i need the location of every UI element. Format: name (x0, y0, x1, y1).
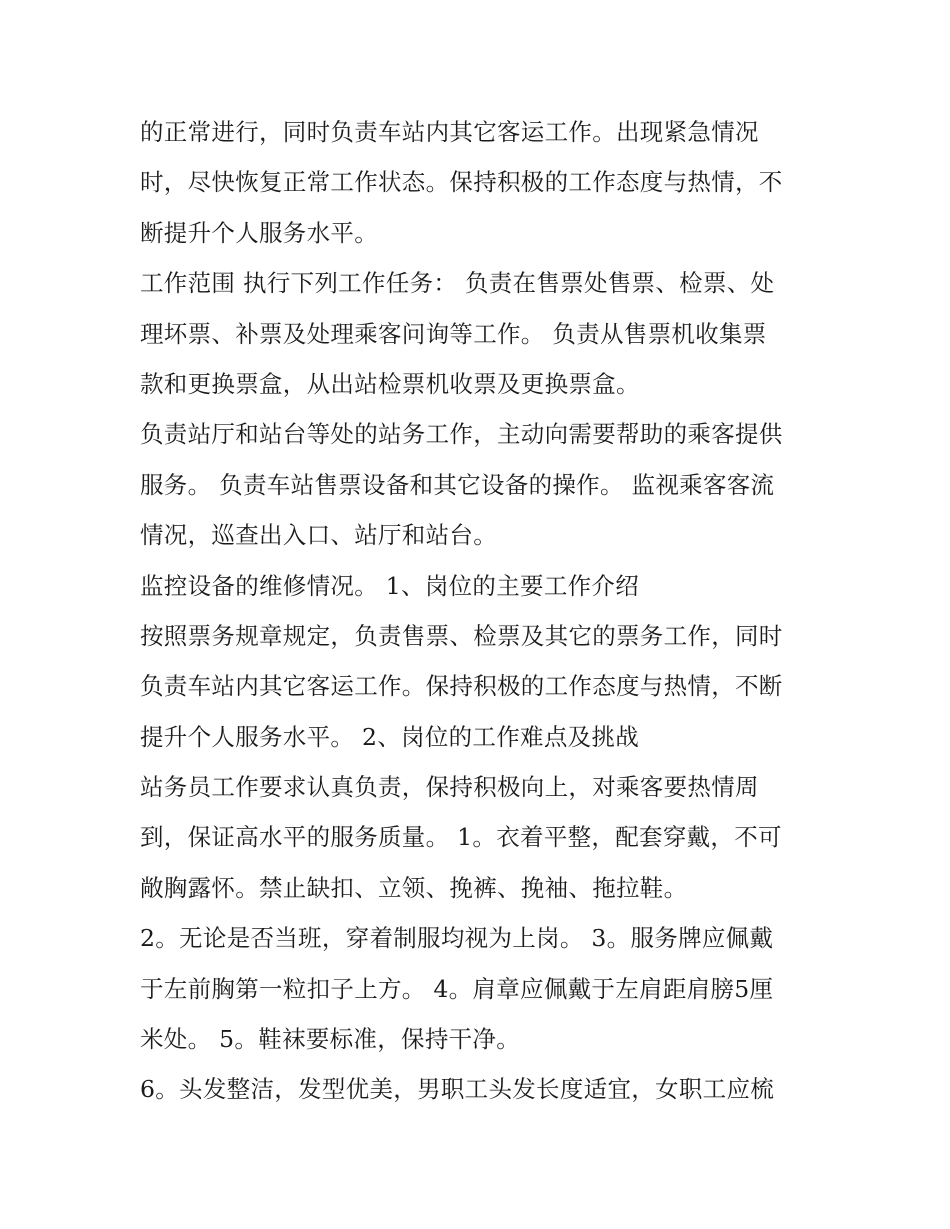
text-line: 款和更换票盒，从出站检票机收票及更换票盒。 (140, 369, 640, 398)
text-line: 站务员工作要求认真负责，保持积极向上，对乘客要热情周 (140, 773, 759, 802)
text-line: 情况，巡查出入口、站厅和站台。 (140, 521, 497, 550)
text-line: 于左前胸第一粒扣子上方。 4。肩章应佩戴于左肩距肩膀5厘 (140, 974, 774, 1003)
text-line: 敞胸露怀。禁止缺扣、立领、挽裤、挽袖、拖拉鞋。 (140, 873, 688, 902)
text-line: 断提升个人服务水平。 (140, 218, 378, 247)
text-line: 时，尽快恢复正常工作状态。保持积极的工作态度与热情，不 (140, 168, 783, 197)
text-line: 到，保证高水平的服务质量。 1。衣着平整，配套穿戴，不可 (140, 823, 782, 852)
text-line: 6。头发整洁，发型优美，男职工头发长度适宜，女职工应梳 (140, 1075, 775, 1104)
text-line: 服务。 负责车站售票设备和其它设备的操作。 监视乘客客流 (140, 470, 775, 499)
text-line: 监控设备的维修情况。 1、岗位的主要工作介绍 (140, 571, 640, 600)
text-line: 工作范围 执行下列工作任务： 负责在售票处售票、检票、处 (140, 269, 775, 298)
text-line: 负责站厅和站台等处的站务工作，主动向需要帮助的乘客提供 (140, 420, 783, 449)
text-line: 按照票务规章规定，负责售票、检票及其它的票务工作，同时 (140, 621, 783, 650)
document-body (140, 107, 820, 1115)
text-line: 理坏票、补票及处理乘客问询等工作。 负责从售票机收集票 (140, 319, 767, 348)
text-line: 负责车站内其它客运工作。保持积极的工作态度与热情，不断 (140, 672, 783, 701)
text-line: 2。无论是否当班，穿着制服均视为上岗。 3。服务牌应佩戴 (140, 924, 774, 953)
text-line: 提升个人服务水平。 2、岗位的工作难点及挑战 (140, 722, 640, 751)
text-line: 米处。 5。鞋袜要标准，保持干净。 (140, 1025, 521, 1054)
text-line: 的正常进行，同时负责车站内其它客运工作。出现紧急情况 (140, 118, 759, 146)
